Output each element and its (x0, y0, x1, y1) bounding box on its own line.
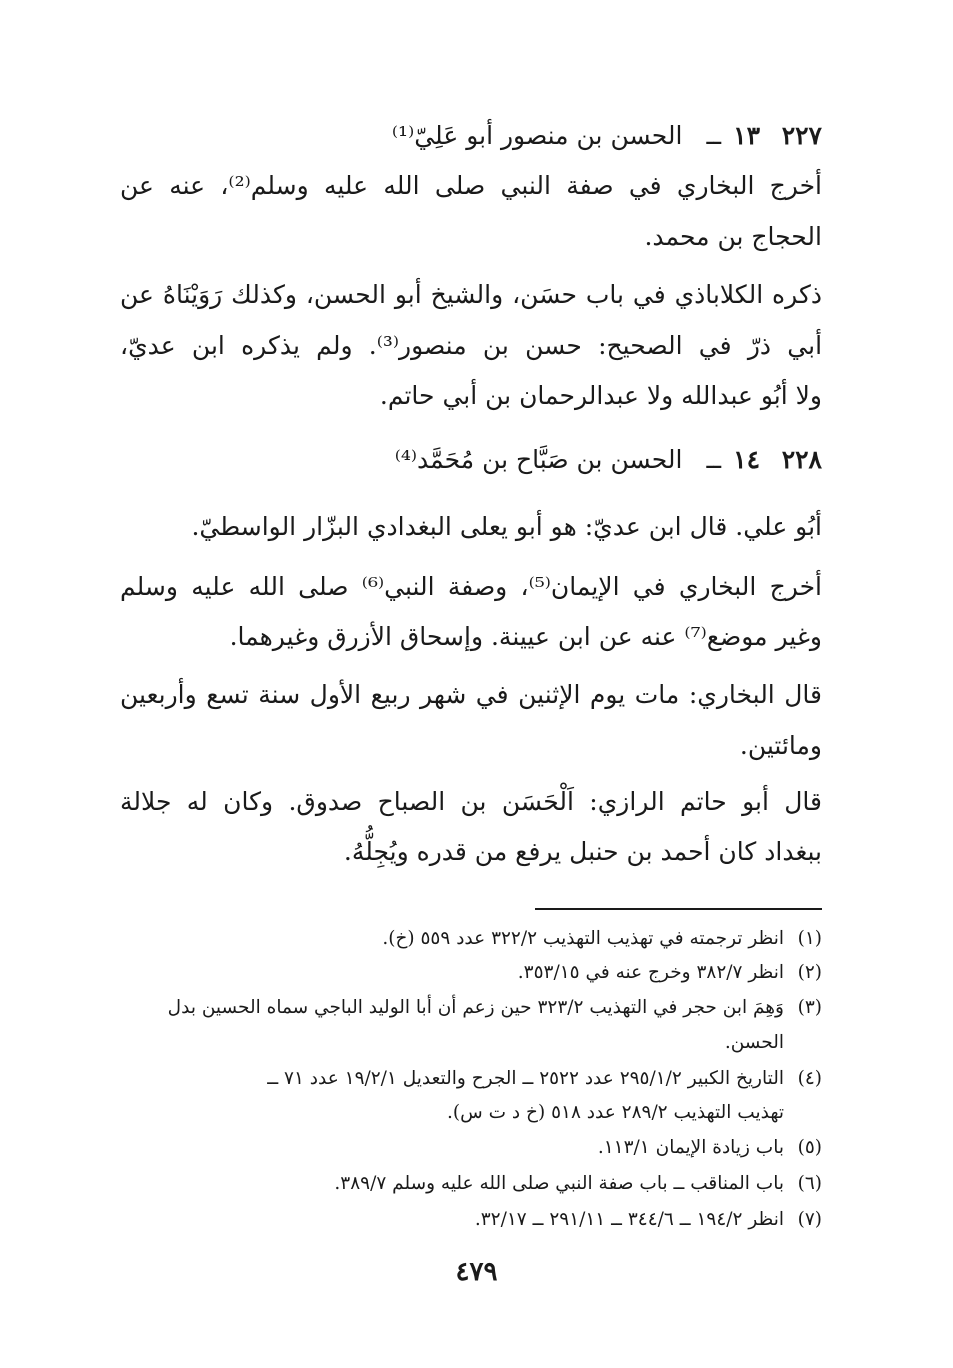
entry-heading (300, 116, 822, 156)
body-line: أخرج البخاري في الإيمان⁽⁵⁾، وصفة النبي⁽⁶⁾ صلى الله عليه وسلم (120, 572, 822, 601)
footnote-text: انظر ترجمته في تهذيب التهذيب ٣٢٢/٢ عدد ٥٥٩ (خ). (382, 928, 784, 949)
entry-name: الحسن بن منصور أبو عَلِيّ⁽¹⁾ (391, 121, 683, 150)
body-line: أخرج البخاري في صفة النبي صلى الله عليه وسلم⁽²⁾، عنه عن (120, 171, 822, 200)
footnote (128, 1132, 822, 1164)
entry-dash: ــ (706, 445, 722, 474)
body-line: ببغداد كان أحمد بن حنبل يرفع من قدره ويُجِلُّهُ. (343, 837, 822, 866)
footnote (128, 957, 822, 989)
footnote-text: التاريخ الكبير ٢٩٥/١/٢ عدد ٢٥٢٢ ــ الجرح والتعديل ١٩/٢/١ عدد ٧١ ــ (267, 1068, 784, 1089)
footnote-separator (535, 908, 822, 910)
page-number: ٤٧٩ (455, 1257, 498, 1287)
footnote-number: (٧) (797, 1209, 822, 1230)
body-line: الحجاج بن محمد. (644, 222, 822, 251)
footnote (128, 1063, 822, 1095)
entry-number: ٢٢٨ (781, 445, 822, 474)
footnote-number: (٦) (797, 1173, 822, 1194)
footnote (128, 1168, 822, 1200)
body-line: ولا أبُو عبدالله ولا عبدالرحمان بن أبي حاتم. (379, 381, 822, 410)
footnote (128, 1204, 822, 1236)
footnote-number: (٣) (797, 997, 822, 1018)
body-line: ذكره الكلاباذي في باب حسَن، والشيخ أبو الحسن، وكذلك رَوَيْنَاهُ عن (120, 280, 822, 309)
entry-dash: ــ (706, 121, 722, 150)
footnote-text: باب المناقب ــ باب صفة النبي صلى الله عليه وسلم ٣٨٩/٧. (334, 1173, 784, 1194)
footnote-text: انظر ١٩٤/٢ ــ ٣٤٤/٦ ــ ٢٩١/١١ ــ ٣٢/١٧. (474, 1209, 784, 1230)
footnote-continuation: تهذيب التهذيب ٢٨٩/٢ عدد ٥١٨ (خ د ت س). (447, 1102, 784, 1123)
entry-heading (300, 440, 822, 480)
footnote-number: (٢) (797, 962, 822, 983)
body-line: قال أبو حاتم الرازي: اَلْحَسَن بن الصباح صدوق. وكان له جلالة (120, 787, 822, 816)
body-line: أبُو علي. قال ابن عديّ: هو أبو يعلى البغدادي البزّار الواسطيّ. (191, 512, 822, 541)
entry-sequence: ١٤ (733, 445, 760, 474)
footnote-continuation: الحسن. (724, 1032, 784, 1053)
body-line: أبي ذرّ في الصحيح: حسن بن منصور⁽³⁾. ولم يذكره ابن عديّ، (120, 331, 823, 360)
footnote-number: (٤) (797, 1068, 822, 1089)
footnote (128, 992, 822, 1024)
entry-name: الحسن بن صَبَّاح بن مُحَمَّد⁽⁴⁾ (394, 445, 683, 474)
body-line: قال البخاري: مات يوم الإثنين في شهر ربيع الأول سنة تسع وأربعين (120, 680, 823, 709)
entry-number: ٢٢٧ (781, 121, 822, 150)
body-line: ومائتين. (739, 731, 822, 760)
footnote-number: (١) (797, 928, 822, 949)
footnote-text: باب زيادة الإيمان ١١٣/١. (597, 1137, 784, 1158)
footnote-text: انظر ٣٨٢/٧ وخرج عنه في ٣٥٣/١٥. (517, 962, 784, 983)
footnote (128, 923, 822, 955)
footnote-number: (٥) (797, 1137, 822, 1158)
footnote-text: وَهِمَ ابن حجر في التهذيب ٣٢٣/٢ حين زعم أن أبا الوليد الباجي سماه الحسين بدل (167, 997, 784, 1018)
body-line: وغير موضع⁽⁷⁾ عنه عن ابن عيينة. وإسحاق الأزرق وغيرهما. (229, 622, 822, 651)
entry-sequence: ١٣ (733, 121, 760, 150)
